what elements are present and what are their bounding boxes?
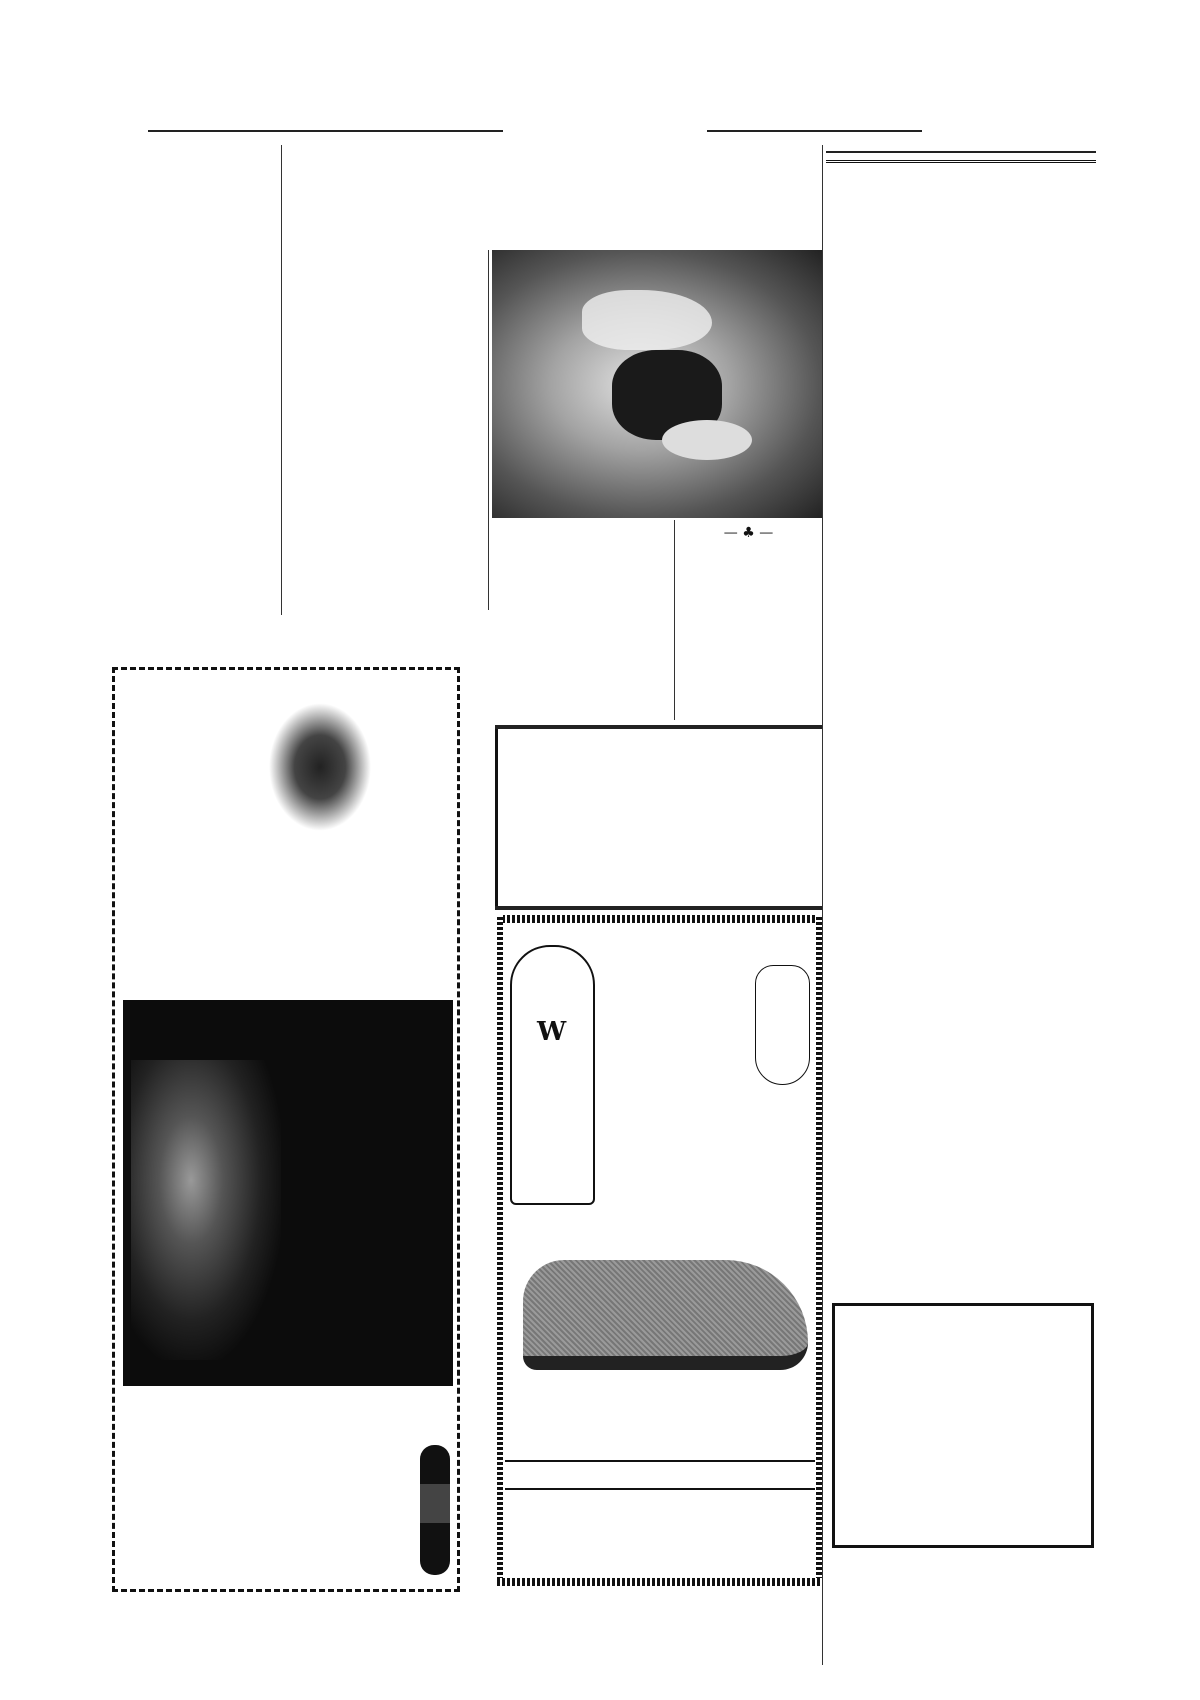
theater-ad bbox=[112, 667, 460, 1592]
ad-border bbox=[495, 729, 498, 909]
masthead bbox=[100, 120, 1100, 140]
hush-puppies-ad bbox=[505, 925, 815, 1575]
column-rule bbox=[674, 520, 675, 720]
photo-caption bbox=[677, 520, 820, 547]
masthead-rule-left bbox=[148, 130, 503, 132]
cast-photo bbox=[131, 1060, 281, 1360]
subhead-quarterback bbox=[826, 157, 1096, 163]
wrestling-photo bbox=[492, 250, 822, 518]
column-rule bbox=[488, 250, 489, 610]
pizza-ad bbox=[500, 732, 820, 736]
wrestler-figure bbox=[582, 290, 712, 350]
decorative-border-right bbox=[816, 915, 822, 1585]
section-rule bbox=[826, 151, 1096, 153]
hahn-story bbox=[100, 145, 277, 159]
cast-row-top bbox=[155, 1395, 455, 1435]
letter-sweater-w: W bbox=[537, 1017, 567, 1047]
decorative-border-bottom bbox=[497, 1578, 822, 1586]
shoe-illustration bbox=[523, 1260, 808, 1370]
dancers-illustration bbox=[260, 692, 380, 842]
masthead-rule-right bbox=[707, 130, 922, 132]
divider bbox=[505, 1460, 815, 1462]
decorative-border-left bbox=[497, 915, 503, 1585]
wrestler-figure bbox=[662, 420, 752, 460]
mardi-gras-poster bbox=[123, 1000, 453, 1386]
column-rule bbox=[281, 145, 282, 615]
cast-row-bottom bbox=[135, 1440, 440, 1505]
divider bbox=[505, 1488, 815, 1490]
tree-ornament-icon: — ♣ — bbox=[723, 525, 774, 541]
post-office-notice bbox=[832, 1303, 1094, 1548]
man-illustration bbox=[510, 945, 595, 1205]
dancer-illustration bbox=[420, 1445, 450, 1575]
women-illustration bbox=[755, 965, 810, 1085]
section-rule bbox=[495, 725, 822, 729]
mostly-on-column bbox=[826, 145, 1096, 168]
section-rule bbox=[495, 906, 822, 910]
column-rule bbox=[822, 145, 823, 1665]
decorative-border-top bbox=[497, 915, 822, 923]
